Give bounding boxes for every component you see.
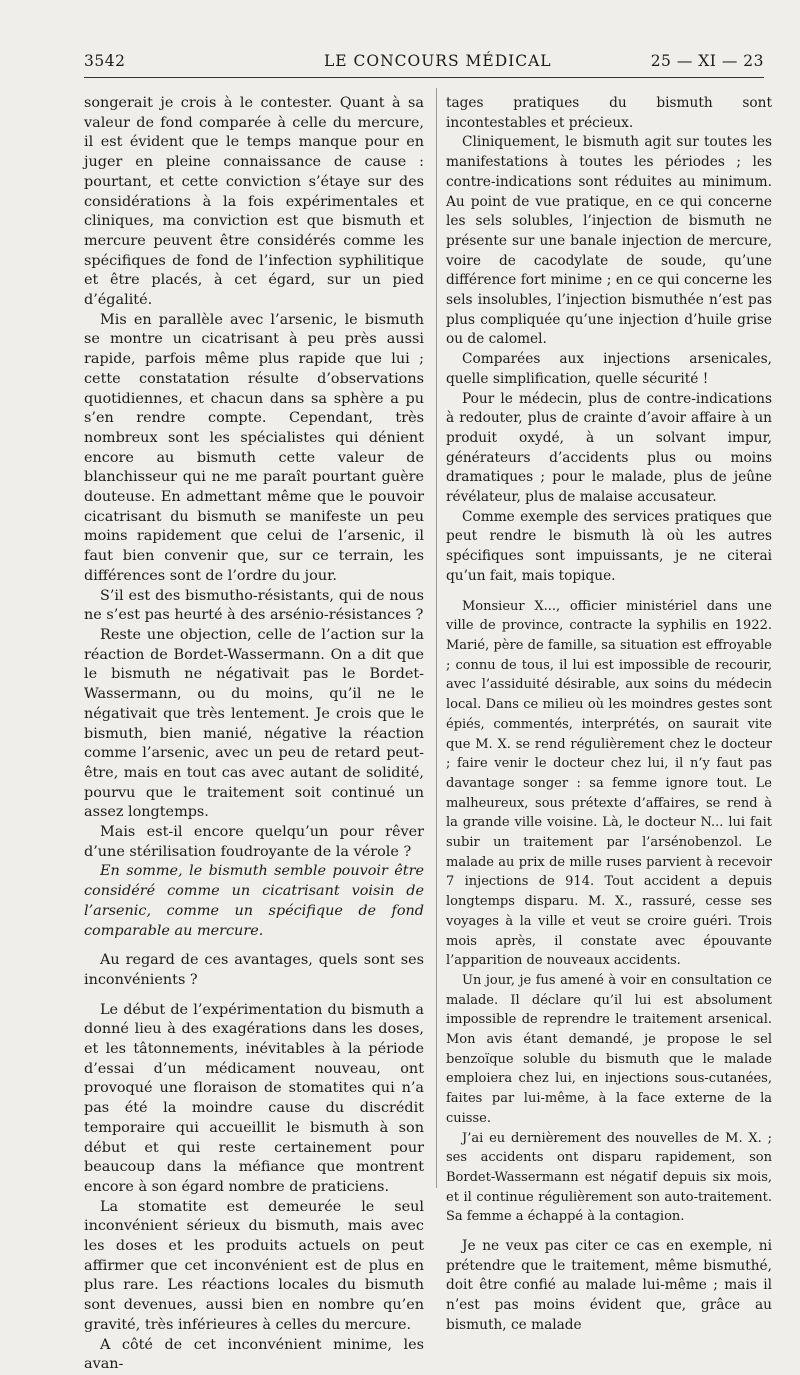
header-rule bbox=[84, 77, 764, 78]
paragraph: Mais est-il encore quelqu’un pour rêver d’une stérilisation foudroyante de la vérole ? bbox=[84, 824, 424, 860]
running-header bbox=[84, 50, 764, 76]
paragraph: Mis en parallèle avec l’arsenic, le bismuth se montre un cicatrisant à peu près aussi rapide, parfois même plus rapide que lui ; cette constatation résulte d’observations quotidiennes, et chacun dans sa sphère a pu s’en rendre compte. Cependant, très nombreux sont les spécialistes qui dénient encore au bismuth cette valeur de blanchisseur qui ne me paraît pourtant guère douteuse. En admettant même que le pouvoir cicatrisant du bismuth se manifeste un peu moins rapidement que celui de l’arsenic, il faut bien convenir que, sur ce terrain, les différences sont de l’ordre du jour. bbox=[84, 311, 424, 584]
paragraph: La stomatite est demeurée le seul inconvénient sérieux du bismuth, mais avec les doses et les produits actuels on peut affirmer que cet inconvénient est de plus en plus rare. Les réactions locales du bismuth sont devenues, aussi bien en nombre qu’en gravité, très inférieures à celles du mercure. bbox=[84, 1198, 424, 1333]
paragraph: J’ai eu dernièrement des nouvelles de M. X. ; ses accidents ont disparu rapidement, son Bordet-Wassermann est négatif depuis six mois, et il continue régulièrement son auto-traitement. Sa femme a échappé à la contagion. bbox=[446, 1130, 772, 1225]
paragraph: Le début de l’expérimentation du bismuth a donné lieu à des exagérations dans les doses, et les tâtonnements, inévitables à la période d’essai d’un médicament nouveau, ont provoqué une floraison de stomatites qui n’a pas été la moindre cause du discrédit temporaire qui accueillit le bismuth à son début et qui reste certainement pour beaucoup dans la méfiance que montrent encore à son égard nombre de praticiens. bbox=[84, 1001, 424, 1195]
paragraph: Comme exemple des services pratiques que peut rendre le bismuth là où les autres spécifiques sont impuissants, je ne citerai qu’un fait, mais topique. bbox=[446, 508, 772, 584]
paragraph: A côté de cet inconvénient minime, les avan- bbox=[84, 1336, 424, 1373]
paragraph: Reste une objection, celle de l’action sur la réaction de Bordet-Wassermann. On a dit que le bismuth ne négativait pas le Bordet-Wassermann, ou du moins, qu’il ne le négativait que très lentement. Je crois que le bismuth, bien manié, négative la réaction comme l’arsenic, avec un peu de retard peut-être, mais en tout cas avec autant de solidité, pourvu que le traitement soit continué un assez longtemps. bbox=[84, 626, 424, 821]
paragraph: songerait je crois à le contester. Quant à sa valeur de fond comparée à celle du mercure, il est évident que le temps manque pour en juger en pleine connaissance de cause : pourtant, et cette conviction s’étaye sur des considérations à la fois expérimentales et cliniques, ma conviction est que bismuth et mercure peuvent être considérés comme les spécifiques de fond de l’infection syphilitique et être placés, à cet égard, sur un pied d’égalité. bbox=[84, 95, 424, 309]
italic-summary-text: En somme, le bismuth semble pouvoir être considéré comme un cicatrisant voisin de l’arsenic, comme un spécifique de fond comparable au mercure. bbox=[84, 863, 424, 939]
column-divider bbox=[436, 88, 437, 1188]
right-column bbox=[446, 94, 772, 1336]
paragraph: Au regard de ces avantages, quels sont ses inconvénients ? bbox=[84, 952, 424, 988]
page-number: 3542 bbox=[84, 52, 126, 70]
case-report: Monsieur X..., officier ministériel dans une ville de province, contracte la syphilis en 1922. Marié, père de famille, sa situation est effroyable ; connu de tous, il lui est impossible de recourir, avec l’assiduité désirable, aux soins du médecin local. Dans ce milieu où les moindres gestes sont épiés, commentés, interprétés, on saurait vite que M. X. se rend régulièrement chez le docteur ; faire venir le docteur chez lui, il n’y faut pas davantage songer : sa femme ignore tout. Le malheureux, sous prétexte d’affaires, se rend à la grande ville voisine. Là, le docteur N... lui fait subir un traitement par l’arsénobenzol. Le malade au prix de mille ruses parvient à recevoir 7 injections de 914. Tout accident a depuis longtemps disparu. M. X., rassuré, cesse ses voyages à la ville et veut se croire guéri. Trois mois après, il constate avec épouvante l’apparition de nouveaux accidents. bbox=[446, 598, 772, 969]
left-column bbox=[84, 94, 424, 1375]
paragraph: Pour le médecin, plus de contre-indications à redouter, plus de crainte d’avoir affaire à un produit oxydé, à un solvant impur, générateurs d’accidents plus ou moins dramatiques ; pour le malade, plus de jeûne révélateur, plus de malaise accusateur. bbox=[446, 390, 772, 506]
issue-date: 25 — XI — 23 bbox=[650, 52, 764, 70]
paragraph: tages pratiques du bismuth sont incontestables et précieux. bbox=[446, 95, 772, 131]
paragraph: S’il est des bismutho-résistants, qui de nous ne s’est pas heurté à des arsénio-résistances ? bbox=[84, 587, 424, 624]
paragraph: Cliniquement, le bismuth agit sur toutes les manifestations à toutes les périodes ; les contre-indications sont réduites au minimum. Au point de vue pratique, en ce qui concerne les sels solubles, l’injection de bismuth ne présente sur une banale injection de mercure, voire de cacodylate de soude, qu’une différence fort minime ; en ce qui concerne les sels insolubles, l’injection bismuthée n’est pas plus compliquée qu’une injection d’huile grise ou de calomel. bbox=[446, 134, 772, 348]
paragraph: Un jour, je fus amené à voir en consultation ce malade. Il déclare qu’il lui est absolument impossible de reprendre le traitement arsenical. Mon avis étant demandé, je propose le sel benzoïque soluble du bismuth que le malade emploiera chez lui, en injections sous-cutanées, faites par lui-même, à la face externe de la cuisse. bbox=[446, 972, 772, 1126]
paragraph: Comparées aux injections arsenicales, quelle simplification, quelle sécurité ! bbox=[446, 351, 772, 387]
journal-title: LE CONCOURS MÉDICAL bbox=[324, 52, 552, 70]
italic-summary bbox=[84, 862, 424, 941]
paragraph: Je ne veux pas citer ce cas en exemple, ni prétendre que le traitement, même bismuthé, doit être confié au malade lui-même ; mais il n’est pas moins évident que, grâce au bismuth, ce malade bbox=[446, 1238, 772, 1333]
